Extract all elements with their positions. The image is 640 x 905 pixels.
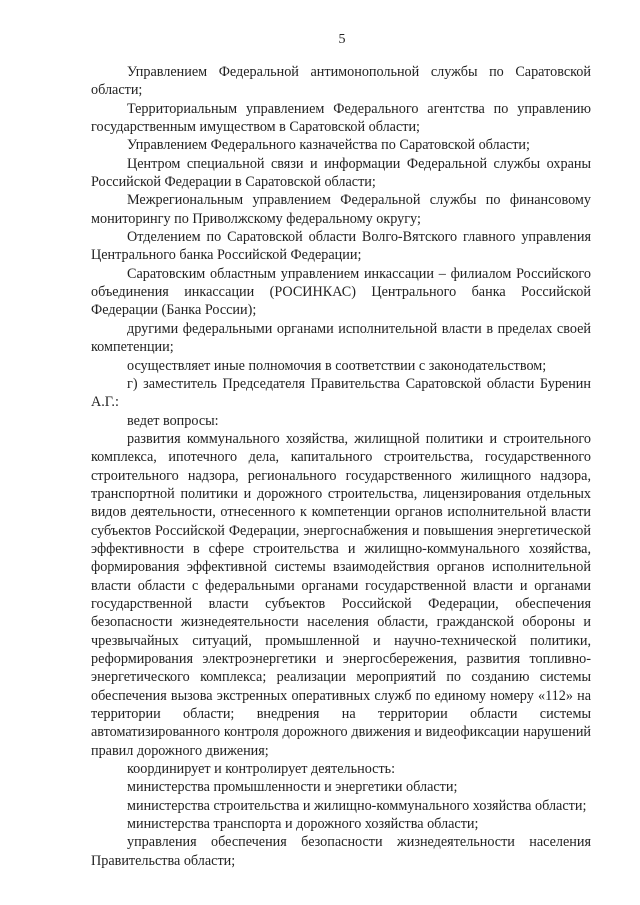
paragraph: Саратовским областным управлением инкассации – филиалом Российского объединения инкассации (РОСИНКАС) Центрального банка Российской Федерации (Банка России); <box>91 265 591 319</box>
page-number: 5 <box>338 32 346 47</box>
paragraph: Центром специальной связи и информации Федеральной службы охраны Российской Федерации в Саратовской области; <box>91 155 591 191</box>
paragraph: Управлением Федерального казначейства по Саратовской области; <box>127 137 530 154</box>
paragraph: развития коммунального хозяйства, жилищной политики и строительного комплекса, ипотечного дела, капитального строительства, государственного строительного надзора, регионального государственного жилищного надзора, транспортной политики и дорожного строительства, лицензирования отдельных видов деятельности, отнесенного к компетенции органов исполнительной власти субъектов Российской Федерации, энергоснабжения и повышения энергетической эффективности в сфере строительства и жилищно-коммунального хозяйства, формирования эффективной системы взаимодействия органов исполнительной власти области с федеральными органами государственной власти и органами государственной власти субъектов Российской Федерации, обеспечения безопасности жизнедеятельности населения области, гражданской обороны и чрезвычайных ситуаций, промышленной и научно-технической политики, реформирования электроэнергетики и энергосбережения, развития топливно-энергетического комплекса; реализации мероприятий по созданию системы обеспечения вызова экстренных оперативных служб по единому номеру «112» на территории области; внедрения на территории области системы автоматизированного контроля дорожного движения и видеофиксации нарушений правил дорожного движения; <box>91 430 591 759</box>
paragraph: министерства промышленности и энергетики области; <box>127 779 458 796</box>
paragraph: Межрегиональным управлением Федеральной службы по финансовому мониторингу по Приволжскому федеральному округу; <box>91 192 591 227</box>
paragraph: ведет вопросы: <box>127 412 219 429</box>
paragraph: Отделением по Саратовской области Волго-Вятского главного управления Центрального банка Российской Федерации; <box>91 229 591 264</box>
paragraph: Управлением Федеральной антимонопольной службы по Саратовской области; <box>91 64 591 99</box>
paragraph: министерства транспорта и дорожного хозяйства области; <box>127 816 479 833</box>
paragraph: управления обеспечения безопасности жизнедеятельности населения Правительства области; <box>91 834 591 869</box>
paragraph: другими федеральными органами исполнительной власти в пределах своей компетенции; <box>91 320 591 356</box>
document-body <box>91 63 591 870</box>
paragraph: координирует и контролирует деятельность: <box>127 761 396 778</box>
paragraph: Территориальным управлением Федерального агентства по управлению государственным имуществом в Саратовской области; <box>91 100 591 136</box>
paragraph: г) заместитель Председателя Правительства Саратовской области Буренин А.Г.: <box>91 375 591 411</box>
paragraph: осуществляет иные полномочия в соответствии с законодательством; <box>127 357 547 374</box>
paragraph: министерства строительства и жилищно-коммунального хозяйства области; <box>127 797 587 814</box>
